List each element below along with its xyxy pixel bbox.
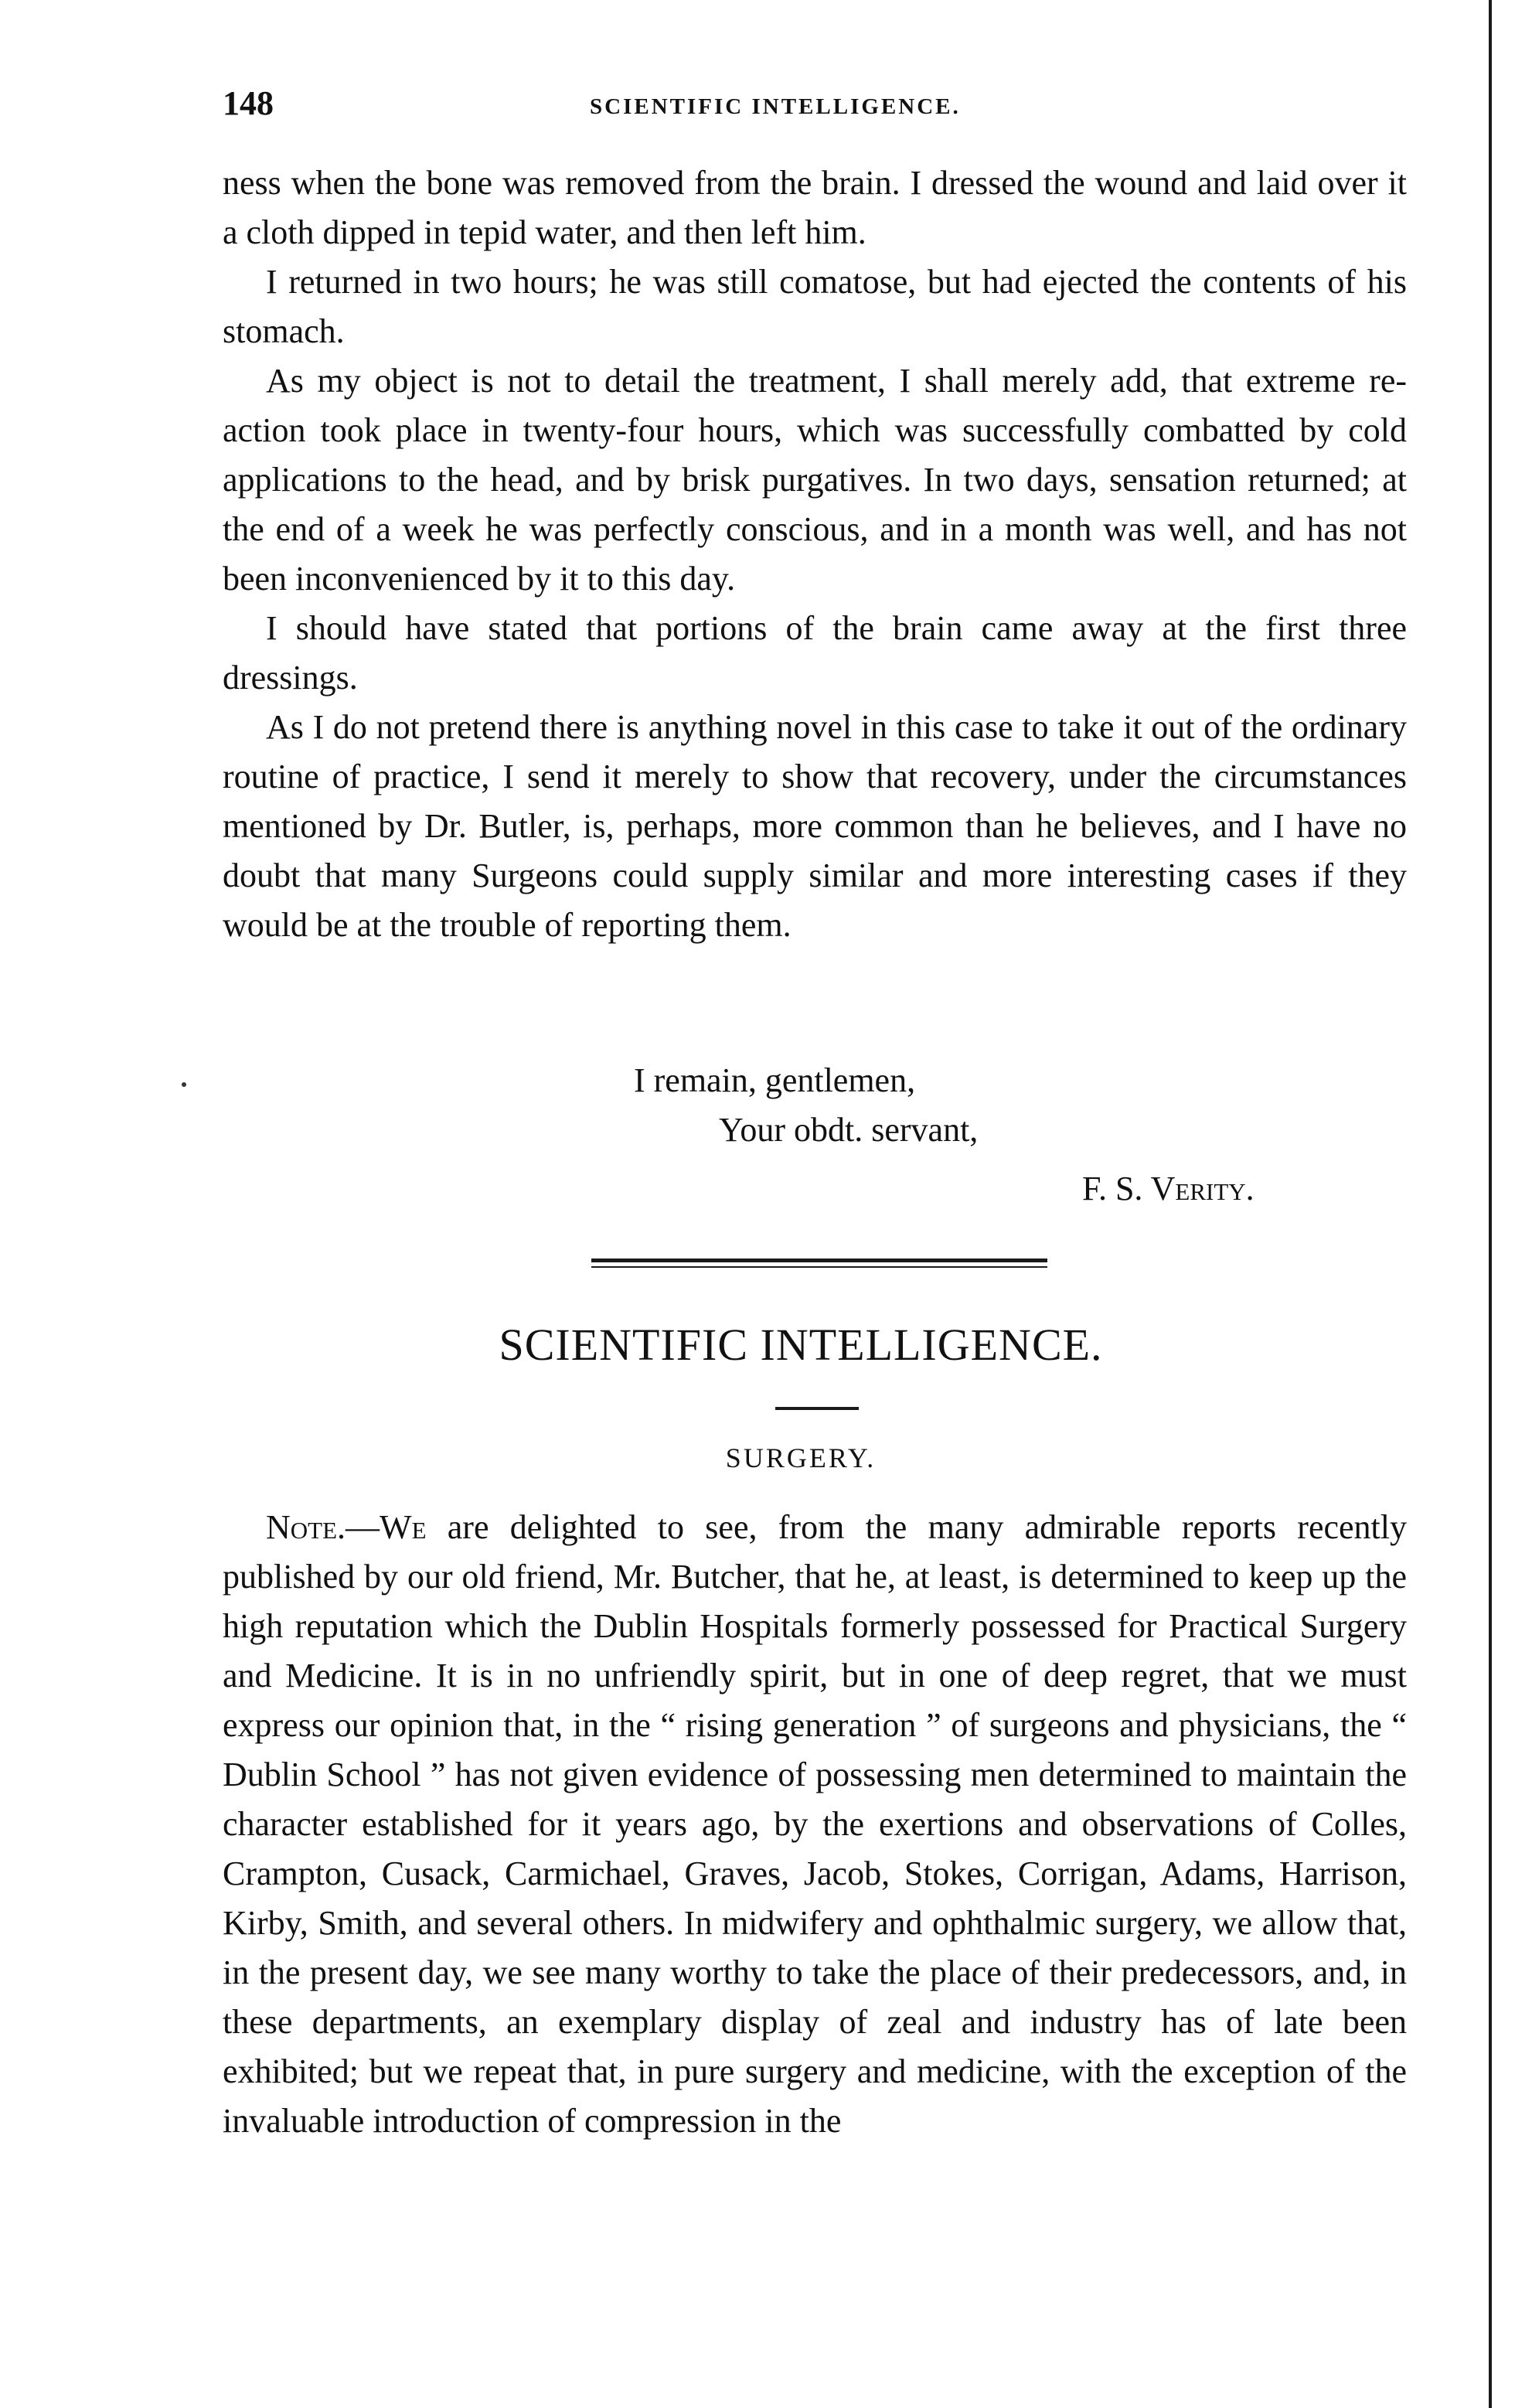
double-rule-bottom <box>591 1266 1047 1268</box>
subsection-title: SURGERY. <box>725 1442 877 1473</box>
letter-paragraph: As I do not pretend there is anything novel in this case to take it out of the ordinary routine of practice, I send it merely to show that recovery, under the circumstances mentioned by Dr. Butler, is, perhaps, more common than he believes, and I have no doubt that many Surgeons could supply similar and more interesting cases if they would be at the trouble of reporting them. <box>223 708 1407 944</box>
note-paragraph <box>223 1503 1407 2146</box>
letter-paragraph: I returned in two hours; he was still comatose, but had ejected the contents of his stomach. <box>223 263 1407 350</box>
letter-paragraph: As my object is not to detail the treatment, I shall merely add, that extreme re-action took place in twenty-four hours, which was successfully combatted by cold applications to the head, and by brisk purgatives. In two days, sensation returned; at the end of a week he was perfectly conscious, and in a month was well, and has not been inconvenienced by it to this day. <box>223 362 1407 598</box>
page-number: 148 <box>223 84 274 122</box>
running-head: SCIENTIFIC INTELLIGENCE. <box>590 94 961 119</box>
note-lead: Note.—We <box>266 1508 427 1546</box>
page-edge-line <box>1489 0 1492 2408</box>
note-body <box>223 1503 1407 2146</box>
short-rule <box>775 1407 859 1410</box>
letter-paragraph: ness when the bone was removed from the brain. I dressed the wound and laid over it a cloth dipped in tepid water, and then left him. <box>223 164 1407 251</box>
letter-closing: I remain, gentlemen, <box>634 1061 916 1099</box>
margin-mark <box>182 1082 186 1087</box>
section-title: SCIENTIFIC INTELLIGENCE. <box>499 1320 1103 1370</box>
letter-body <box>223 158 1407 950</box>
letter-servant-line: Your obdt. servant, <box>719 1111 979 1149</box>
letter-paragraph: I should have stated that portions of the brain came away at the first three dressings. <box>223 609 1407 697</box>
page-header <box>223 83 1422 130</box>
double-rule-top <box>591 1258 1047 1262</box>
note-text: are delighted to see, from the many admirable reports recently published by our old friend, Mr. Butcher, that he, at least, is determined to keep up the high reputation which the Dublin Hospitals formerly possessed for Practical Surgery and Medicine. It is in no unfriendly spirit, but in one of deep regret, that we must express our opinion that, in the “ rising generation ” of surgeons and physicians, the “ Dublin School ” has not given evidence of possessing men determined to maintain the character established for it years ago, by the exertions and observations of Colles, Crampton, Cusack, Carmichael, Graves, Jacob, Stokes, Corrigan, Adams, Harrison, Kirby, Smith, and several others. In midwifery and ophthalmic surgery, we allow that, in the present day, we see many worthy to take the place of their predecessors, and, in these departments, an exemplary display of zeal and industry has of late been exhibited; but we repeat that, in pure surgery and medicine, with the exception of the invaluable introduction of compression in the <box>223 1508 1407 2140</box>
letter-signature: F. S. Verity. <box>1082 1170 1255 1207</box>
